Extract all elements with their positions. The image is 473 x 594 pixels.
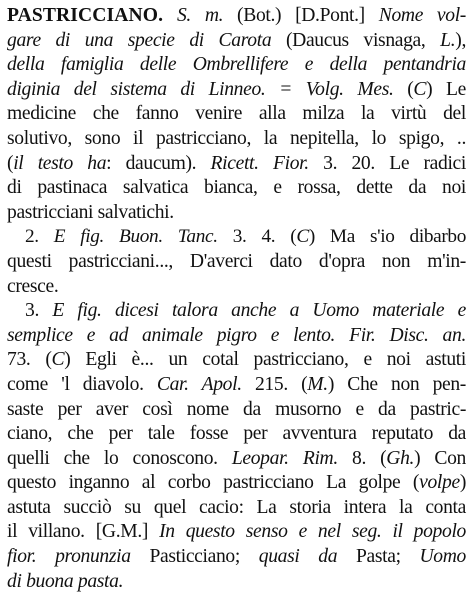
text-segment: Car. Apol. bbox=[156, 373, 255, 395]
text-segment: ) Ma s'io dibarbo bbox=[308, 226, 466, 248]
text-segment: medicine che fanno venire alla milza la virtù del bbox=[7, 103, 466, 125]
text-segment: saste per aver così nome da musorno e da pastric- bbox=[7, 398, 466, 420]
text-segment: quelli che lo conoscono. bbox=[7, 447, 232, 469]
text-segment: 3. 4. ( bbox=[232, 226, 297, 248]
text-segment: 215. ( bbox=[254, 373, 308, 395]
text-segment: ( bbox=[7, 152, 14, 174]
text-segment: 73. ( bbox=[7, 349, 52, 371]
text-segment: astuta succiò su quel cacio: La storia intera la conta bbox=[7, 496, 466, 518]
text-segment: 3. 20. Le radici bbox=[323, 152, 466, 174]
entry-line bbox=[7, 570, 466, 594]
text-segment: il testo ha bbox=[13, 152, 107, 174]
text-segment: (Bot.) [D.Pont.] bbox=[237, 5, 379, 26]
entry-line bbox=[7, 250, 466, 275]
headword: PASTRICCIANO. bbox=[7, 5, 164, 26]
text-segment: gare di una specie di Carota bbox=[7, 29, 286, 51]
text-segment: C bbox=[51, 349, 65, 371]
entry-line bbox=[7, 4, 466, 29]
text-segment: questi pastricciani..., D'averci dato d'opra non m'in- bbox=[7, 250, 466, 272]
text-segment: semplice e ad animale pigro e lento. Fir. Disc. an. bbox=[7, 324, 466, 346]
text-segment: E fig. Buon. Tanc. bbox=[53, 226, 233, 248]
entry-line bbox=[7, 299, 466, 324]
text-segment: In questo senso e nel seg. il popolo bbox=[159, 521, 466, 543]
text-segment: ) Le bbox=[426, 78, 466, 100]
entry-line bbox=[7, 102, 466, 127]
text-segment: ( bbox=[407, 78, 414, 100]
text-segment: M. bbox=[307, 373, 328, 395]
entry-line bbox=[7, 324, 466, 349]
text-segment: E fig. dicesi talora anche a Uomo materiale e bbox=[52, 300, 466, 322]
text-segment: ), bbox=[455, 29, 466, 51]
text-segment: L. bbox=[440, 29, 456, 51]
text-segment: C bbox=[413, 78, 427, 100]
entry-line bbox=[7, 398, 466, 423]
text-segment: di pastinaca salvatica bianca, e rossa, dette da noi bbox=[7, 177, 466, 199]
text-segment: della famiglia delle Ombrellifere e della pentandria bbox=[7, 54, 466, 76]
entry-line bbox=[7, 275, 466, 300]
text-segment: di buona pasta. bbox=[7, 570, 124, 592]
text-segment: diginia del sistema di Linneo. = Volg. Mes. bbox=[7, 78, 408, 100]
entry-line bbox=[7, 78, 466, 103]
entry-line bbox=[7, 53, 466, 78]
text-segment: quasi da bbox=[258, 546, 356, 568]
entry-line bbox=[7, 373, 466, 398]
entry-line bbox=[7, 545, 466, 570]
text-segment: ; bbox=[395, 546, 420, 568]
text-segment: volpe bbox=[419, 472, 460, 494]
text-segment: ) Egli è... un cotal pastricciano, e noi astuti bbox=[64, 349, 466, 371]
text-segment: 2. bbox=[25, 226, 54, 248]
text-segment: 3. bbox=[25, 300, 53, 322]
entry-line bbox=[7, 201, 466, 226]
text-segment: Nome vol- bbox=[378, 5, 466, 26]
entry-line bbox=[7, 225, 466, 250]
text-segment: pastricciani salvatichi. bbox=[7, 201, 174, 223]
dictionary-entry bbox=[7, 4, 466, 594]
text-segment: ) Con bbox=[414, 447, 466, 469]
entry-line bbox=[7, 348, 466, 373]
text-segment: ciano, che per tale fosse per avventura reputato da bbox=[7, 423, 466, 445]
text-segment: come 'l diavolo. bbox=[7, 373, 157, 395]
entry-line bbox=[7, 447, 466, 472]
text-segment: Uomo bbox=[419, 546, 466, 568]
text-segment: Pasta bbox=[355, 546, 396, 568]
text-segment: questo inganno al corbo pastricciano La golpe ( bbox=[7, 472, 420, 494]
text-segment: fior. pronunzia bbox=[7, 546, 150, 568]
text-segment: S. m. bbox=[163, 5, 238, 26]
text-segment: Gh. bbox=[386, 447, 415, 469]
text-segment: il villano. [G.M.] bbox=[7, 521, 160, 543]
text-segment: C bbox=[296, 226, 309, 248]
text-segment: Pasticciano bbox=[149, 546, 235, 568]
entry-line bbox=[7, 127, 466, 152]
text-segment: : daucum). bbox=[106, 152, 211, 174]
text-segment: solutivo, sono il pastricciano, la nepitella, lo spigo, .. bbox=[7, 127, 466, 149]
text-segment: ; bbox=[234, 546, 259, 568]
text-segment: Leopar. Rim. bbox=[231, 447, 353, 469]
text-segment: ) bbox=[459, 472, 466, 494]
text-segment: Ricett. Fior. bbox=[210, 152, 324, 174]
text-segment: cresce. bbox=[7, 275, 59, 297]
entry-line bbox=[7, 176, 466, 201]
entry-line bbox=[7, 496, 466, 521]
entry-line bbox=[7, 152, 466, 177]
text-segment: ) Che non pen- bbox=[327, 373, 466, 395]
entry-line bbox=[7, 422, 466, 447]
text-segment: 8. ( bbox=[352, 447, 387, 469]
text-segment: (Daucus visnaga, bbox=[285, 29, 441, 51]
entry-line bbox=[7, 520, 466, 545]
entry-line bbox=[7, 29, 466, 54]
entry-line bbox=[7, 471, 466, 496]
